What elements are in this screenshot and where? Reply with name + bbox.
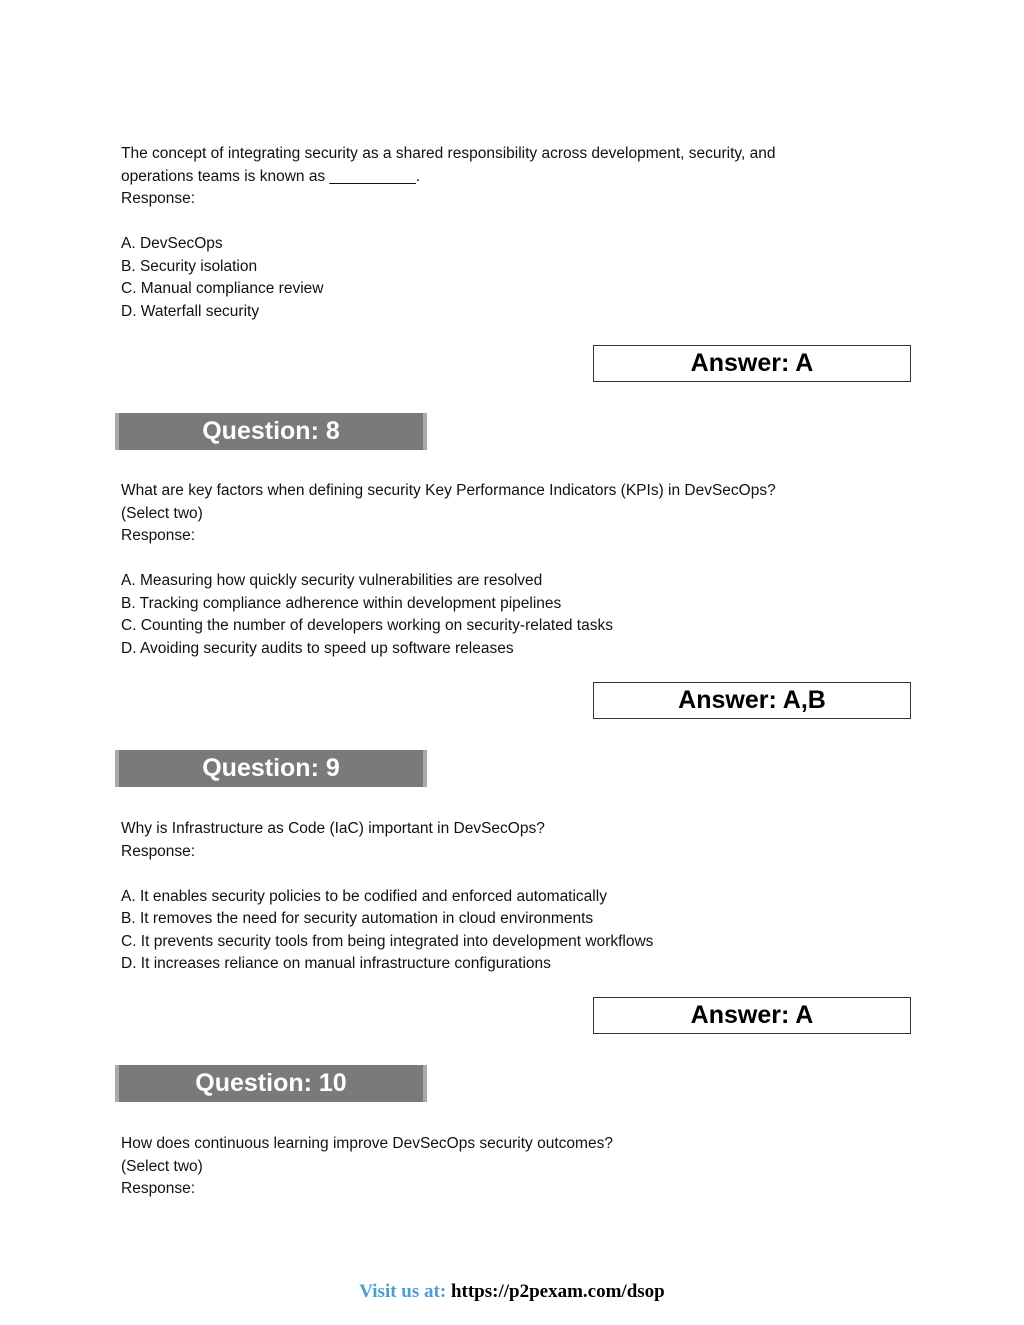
question-8-answer-box: Answer: A,B — [593, 682, 911, 719]
option-c: C. It prevents security tools from being integrated into development workflows — [121, 932, 654, 950]
question-9-response-label: Response: — [121, 842, 196, 860]
option-d: D. Avoiding security audits to speed up software releases — [121, 639, 514, 657]
question-8-heading: Question: 8 — [115, 413, 427, 450]
question-7-line: The concept of integrating security as a shared responsibility across development, security, and — [121, 145, 776, 162]
option-b: B. Security isolation — [121, 257, 258, 275]
option-d: D. Waterfall security — [121, 302, 260, 320]
footer-label: Visit us at: — [359, 1281, 447, 1302]
question-9-answer-box: Answer: A — [593, 997, 911, 1034]
question-10-response-label: Response: — [121, 1180, 196, 1197]
footer — [0, 1281, 1024, 1303]
question-10-heading: Question: 10 — [115, 1065, 427, 1102]
question-7-line: operations teams is known as __________. — [121, 167, 421, 185]
option-c: C. Manual compliance review — [121, 280, 324, 297]
question-8-line: (Select two) — [121, 504, 203, 522]
blank-line — [121, 211, 921, 234]
option-b: B. It removes the need for security automation in cloud environments — [121, 910, 594, 927]
question-9-text — [121, 818, 921, 976]
question-9-line: Why is Infrastructure as Code (IaC) important in DevSecOps? — [121, 820, 545, 837]
question-10-line: (Select two) — [121, 1157, 203, 1175]
option-a: A. It enables security policies to be codified and enforced automatically — [121, 887, 607, 905]
question-9-heading: Question: 9 — [115, 750, 427, 787]
question-7-answer-box: Answer: A — [593, 345, 911, 382]
option-c: C. Counting the number of developers working on security-related tasks — [121, 617, 613, 634]
question-7-text — [121, 143, 921, 323]
question-8-response-label: Response: — [121, 527, 196, 544]
question-10-line: How does continuous learning improve DevSecOps security outcomes? — [121, 1135, 613, 1152]
footer-url-link[interactable]: https://p2pexam.com/dsop — [450, 1281, 665, 1302]
option-d: D. It increases reliance on manual infrastructure configurations — [121, 955, 551, 972]
question-7-response-label: Response: — [121, 190, 196, 207]
question-8-text — [121, 480, 921, 660]
blank-line — [121, 863, 921, 886]
option-a: A. DevSecOps — [121, 235, 223, 252]
option-b: B. Tracking compliance adherence within development pipelines — [121, 594, 562, 612]
option-a: A. Measuring how quickly security vulnerabilities are resolved — [121, 572, 543, 589]
question-10-text — [121, 1133, 921, 1201]
question-8-line: What are key factors when defining security Key Performance Indicators (KPIs) in DevSecOps? — [121, 482, 776, 499]
blank-line — [121, 548, 921, 571]
